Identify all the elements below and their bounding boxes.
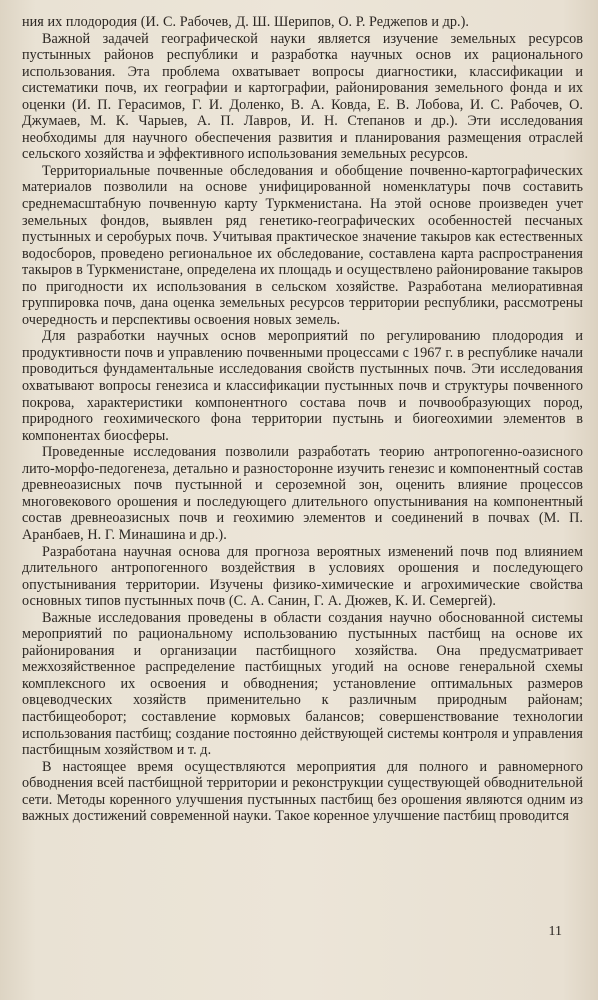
paragraph-7: Важные исследования проведены в области создания научно обоснованной системы мероприятий по рациональному использованию пустынных пастбищ на основе их районирования и организации пастбищного хозяйства. Она предусматривает межхозяйственное распределение пастбищных угодий на основе генеральной схемы комплексного их освоения и обводнения; установление оптимальных размеров овцеводческих хозяйств применительно к различным природным районам; пастбищеоборот; составление кормовых балансов; совершенствование технологии использования пастбищ; создание постоянно действующей системы контроля и управления пастбищным хозяйством и т. д. <box>22 609 583 759</box>
body-text <box>22 14 583 825</box>
paragraph-1: ния их плодородия (И. С. Рабочев, Д. Ш. Шерипов, О. Р. Реджепов и др.). <box>22 14 469 30</box>
paragraph-2: Важной задачей географической науки является изучение земельных ресурсов пустынных районов республики и разработка научных основ их рационального использования. Эта проблема охватывает вопросы диагностики, классификации и систематики почв, их географии и картографии, районирования земельного фонда и их оценки (И. П. Герасимов, Г. И. Доленко, В. А. Ковда, Е. В. Лобова, И. С. Рабочев, О. Джумаев, М. К. Чарыев, А. П. Лавров, И. Н. Степанов и др.). Эти исследования необходимы для научного обеспечения развития и планирования размещения отраслей сельского хозяйства и эффективного использования земельных ресурсов. <box>22 30 583 163</box>
page-number: 11 <box>548 924 562 939</box>
paragraph-5: Проведенные исследования позволили разработать теорию антропогенно-оазисного лито-морфо-педогенеза, детально и разносторонне изучить генезис и компонентный состав древнеоазисных почв пустынной и сероземной зон, оценить влияние процессов многовекового орошения и последующего длительного опустынивания на компонентный состав древнеоазисных почв и геохимию элементов и соединений в почвах (М. П. Аранбаев, Н. Г. Минашина и др.). <box>22 444 583 543</box>
paragraph-6: Разработана научная основа для прогноза вероятных изменений почв под влиянием длительного антропогенного воздействия в условиях орошения и последующего опустынивания территории. Изучены физико-химические и агрохимические свойства основных типов пустынных почв (С. А. Санин, Г. А. Дюжев, К. И. Семергей). <box>22 543 583 610</box>
paragraph-4: Для разработки научных основ мероприятий по регулированию плодородия и продуктивности почв и управлению почвенными процессами с 1967 г. в республике начали проводиться фундаментальные исследования свойств пустынных почв. Эти исследования охватывают вопросы генезиса и классификации пустынных почв и структуры почвенного покрова, характеристики компонентного состава почв и почвообразующих пород, природного геохимического фона территории пустынь и биогеохимии элементов в компонентах биосферы. <box>22 328 583 444</box>
paragraph-3: Территориальные почвенные обследования и обобщение почвенно-картографических материалов позволили на основе унифицированной номенклатуры почв составить среднемасштабную почвенную карту Туркменистана. На этой основе произведен учет земельных фондов, выявлен ряд генетико-географических особенностей песчаных пустынных и серобурых почв. Учитывая практическое значение такыров как естественных водосборов, проведено региональное их обследование, составлена карта распространения такыров в Туркменистане, определена их площадь и осуществлено районирование такыров по пригодности их использования в сельском хозяйстве. Разработана мелиоративная группировка почв, дана оценка земельных ресурсов территории республики, рассмотрены очередность и перспективы освоения новых земель. <box>22 162 583 328</box>
paragraph-8: В настоящее время осуществляются мероприятия для полного и равномерного обводнения всей пастбищной территории и реконструкции существующей обводнительной сети. Методы коренного улучшения пустынных пастбищ без орошения являются одним из важных достижений современной науки. Такое коренное улучшение пастбищ проводится <box>22 758 583 825</box>
